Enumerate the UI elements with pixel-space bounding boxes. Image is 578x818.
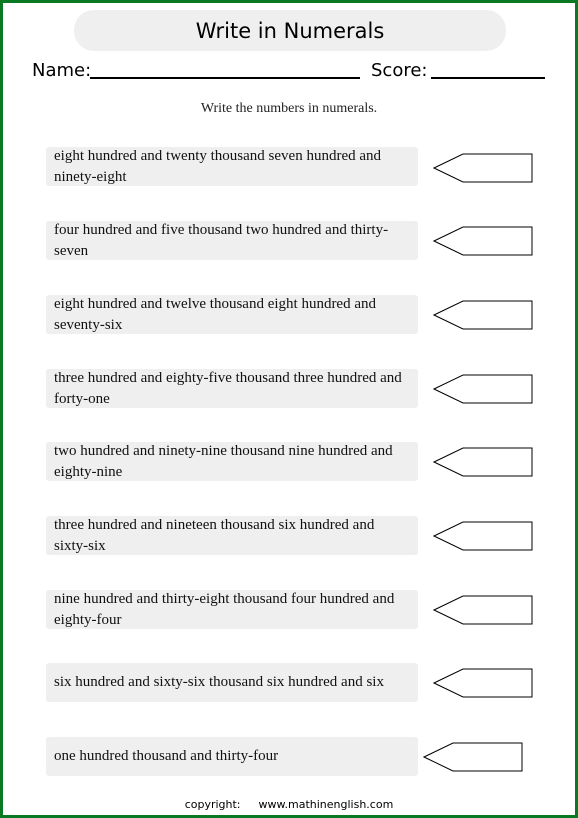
worksheet-title <box>74 10 506 51</box>
answer-box[interactable] <box>433 374 533 404</box>
question-box <box>46 369 418 408</box>
answer-box[interactable] <box>433 521 533 551</box>
question-text: one hundred thousand and thirty-four <box>54 748 279 765</box>
answer-box[interactable] <box>433 226 533 256</box>
question-box <box>46 147 418 186</box>
answer-box[interactable] <box>433 668 533 698</box>
question-text: two hundred and ninety-nine thousand nine hundred and eighty-nine <box>54 443 393 480</box>
question-text: nine hundred and thirty-eight thousand four hundred and eighty-four <box>54 591 395 628</box>
question-text: four hundred and five thousand two hundred and thirty-seven <box>54 222 389 259</box>
header-row <box>0 60 578 86</box>
question-text: eight hundred and twenty thousand seven hundred and ninety-eight <box>54 148 382 185</box>
question-text: eight hundred and twelve thousand eight hundred and seventy-six <box>54 296 377 333</box>
question-box <box>46 442 418 481</box>
answer-box[interactable] <box>433 595 533 625</box>
worksheet-title-text: Write in Numerals <box>195 18 385 43</box>
question-text: three hundred and nineteen thousand six hundred and sixty-six <box>54 517 375 554</box>
copyright-label: copyright: <box>184 798 241 811</box>
question-box <box>46 590 418 629</box>
answer-box[interactable] <box>423 742 523 772</box>
answer-box[interactable] <box>433 447 533 477</box>
question-text: six hundred and sixty-six thousand six hundred and six <box>54 674 384 691</box>
answer-box[interactable] <box>433 300 533 330</box>
question-text: three hundred and eighty-five thousand three hundred and forty-one <box>54 370 402 407</box>
website-link[interactable]: www.mathinenglish.com <box>258 798 394 811</box>
answer-box[interactable] <box>433 153 533 183</box>
question-box <box>46 516 418 555</box>
name-label: Name: <box>32 60 92 81</box>
name-field-line[interactable] <box>90 77 360 79</box>
score-label: Score: <box>371 60 428 81</box>
score-field-line[interactable] <box>431 77 545 79</box>
question-box <box>46 663 418 702</box>
question-box <box>46 737 418 776</box>
footer <box>0 798 578 811</box>
question-box <box>46 221 418 260</box>
instructions: Write the numbers in numerals. <box>200 101 378 116</box>
question-box <box>46 295 418 334</box>
